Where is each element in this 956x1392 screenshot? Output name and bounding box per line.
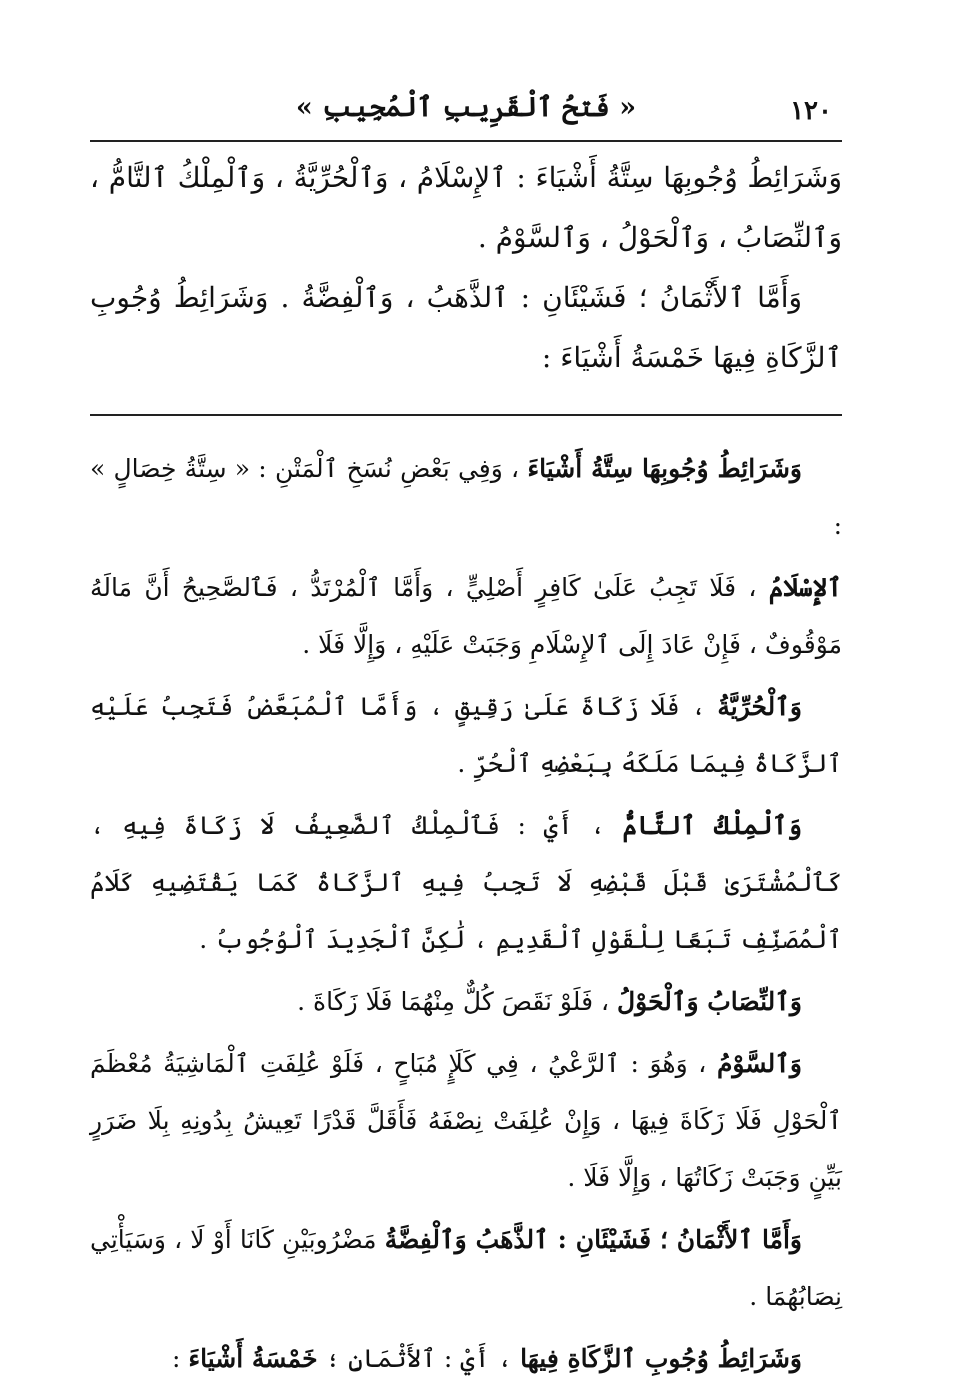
matn-quote: وَٱلسَّوْمُ <box>716 1049 802 1078</box>
commentary-paragraph <box>90 973 842 1030</box>
matn-quote: وَٱلْمِلْكُ ٱلتَّامُّ <box>622 811 802 840</box>
matn-paragraph: وَشَرَائِطُ وُجُوبِهَا سِتَّةُ أَشْيَاءَ : ٱلإِسْلَامُ ، وَٱلْحُرِّيَّةُ ، وَٱلْمِلْكُ ٱلتَّامُّ ، وَٱلنِّصَابُ ، وَٱلْحَوْلُ ، وَٱلسَّوْمُ . <box>90 161 842 254</box>
commentary-body: مَضْرُوبَيْنِ كَانَا أَوْ لَا ، وَسَيَأْتِي نِصَابُهُمَا . <box>90 1225 842 1311</box>
top-rule <box>90 140 842 142</box>
commentary-paragraph <box>90 440 842 554</box>
commentary-paragraph <box>90 1330 842 1387</box>
commentary-body: : <box>172 1344 181 1373</box>
matn-quote: وَأَمَّا ٱلأَثْمَانُ ؛ فَشَيْئَانِ : ٱلذَّهَبُ وَٱلْفِضَّةُ <box>384 1225 803 1254</box>
page-number: ١٢٠ <box>790 96 832 126</box>
commentary-paragraph <box>90 1035 842 1206</box>
matn-quote: وَٱلْحُرِّيَّةُ <box>717 692 802 721</box>
matn-quote: وَٱلنِّصَابُ وَٱلْحَوْلُ <box>617 987 802 1016</box>
commentary-body: ، أَيْ : فَٱلْمِلْكُ ٱلضَّعِيفُ لَا زَكَاةَ فِيهِ ، كَٱلْمُشْتَرَىٰ قَبْلَ قَبْضِهِ لَا تَجِبُ فِيهِ ٱلزَّكَاةُ كَمَا يَقْتَضِيهِ كَلَامُ ٱلْمُصَنِّفِ تَبَعًا لِلْقَوْلِ ٱلْقَدِيمِ ، لَٰكِنَّ ٱلْجَدِيدَ ٱلْوُجُوبُ . <box>90 811 842 954</box>
commentary-paragraph <box>90 678 842 792</box>
commentary-paragraph <box>90 559 842 673</box>
commentary-paragraph <box>90 1211 842 1325</box>
matn-quote: وَشَرَائِطُ وُجُوبِهَا سِتَّةُ أَشْيَاءَ <box>527 454 802 483</box>
matn-quote: خَمْسَةُ أَشْيَاءَ <box>188 1344 318 1373</box>
book-page <box>90 92 842 1392</box>
commentary-body: ، وَهُوَ : ٱلرَّعْيُ ، فِي كَلَإٍ مُبَاحٍ ، فَلَوْ عُلِفَتِ ٱلْمَاشِيَةُ مُعْظَمَ ٱلْحَوْلِ فَلَا زَكَاةَ فِيهَا ، وَإِنْ عُلِفَتْ نِصْفَهُ فَأَقَلَّ قَدْرًا تَعِيشُ بِدُونِهِ بِلَا ضَرَرٍ بَيِّنٍ وَجَبَتْ زَكَاتُهَا ، وَإِلَّا فَلَا . <box>90 1049 843 1192</box>
matn-quote: وَشَرَائِطُ وُجُوبِ ٱلزَّكَاةِ فِيهَا <box>520 1344 802 1373</box>
commentary-paragraph <box>90 797 842 968</box>
matn-paragraph: وَأَمَّا ٱلأَثْمَانُ ؛ فَشَيْئَانِ : ٱلذَّهَبُ ، وَٱلْفِضَّةُ . وَشَرَائِطُ وُجُوبِ ٱلزَّكَاةِ فِيهَا خَمْسَةُ أَشْيَاءَ : <box>90 281 842 374</box>
page-header <box>90 92 842 140</box>
commentary-text <box>90 440 842 1387</box>
commentary-body: ، وَفِي بَعْضِ نُسَخِ ٱلْمَتْنِ : « سِتَّةُ خِصَالٍ » : <box>90 454 842 540</box>
matn-text <box>90 148 842 388</box>
commentary-body: ، فَلَا تَجِبُ عَلَىٰ كَافِرٍ أَصْلِيٍّ ، وَأَمَّا ٱلْمُرْتَدُّ ، فَٱلصَّحِيحُ أَنَّ مَالَهُ مَوْقُوفٌ ، فَإِنْ عَادَ إِلَى ٱلإِسْلَامِ وَجَبَتْ عَلَيْهِ ، وَإِلَّا فَلَا . <box>90 573 842 659</box>
running-title: « فَتحُ ٱلْقَرِيبِ ٱلْمُجِيبِ » <box>295 92 637 123</box>
divider-rule <box>90 414 842 416</box>
commentary-body: ، فَلَوْ نَقَصَ كُلٌّ مِنْهُمَا فَلَا زَكَاةَ . <box>297 987 610 1016</box>
commentary-body: ، أَيْ : ٱلأَثْمَانِ ؛ <box>325 1344 513 1373</box>
matn-quote: ٱلإِسْلَامُ <box>768 573 842 602</box>
commentary-body: ، فَلَا زَكَاةَ عَلَىٰ رَقِيقٍ ، وَأَمَّا ٱلْمُبَعَّضُ فَتَجِبُ عَلَيْهِ ٱلزَّكَاةُ فِيمَا مَلَكَهُ بِبَعْضِهِ ٱلْحُرِّ . <box>90 692 842 778</box>
